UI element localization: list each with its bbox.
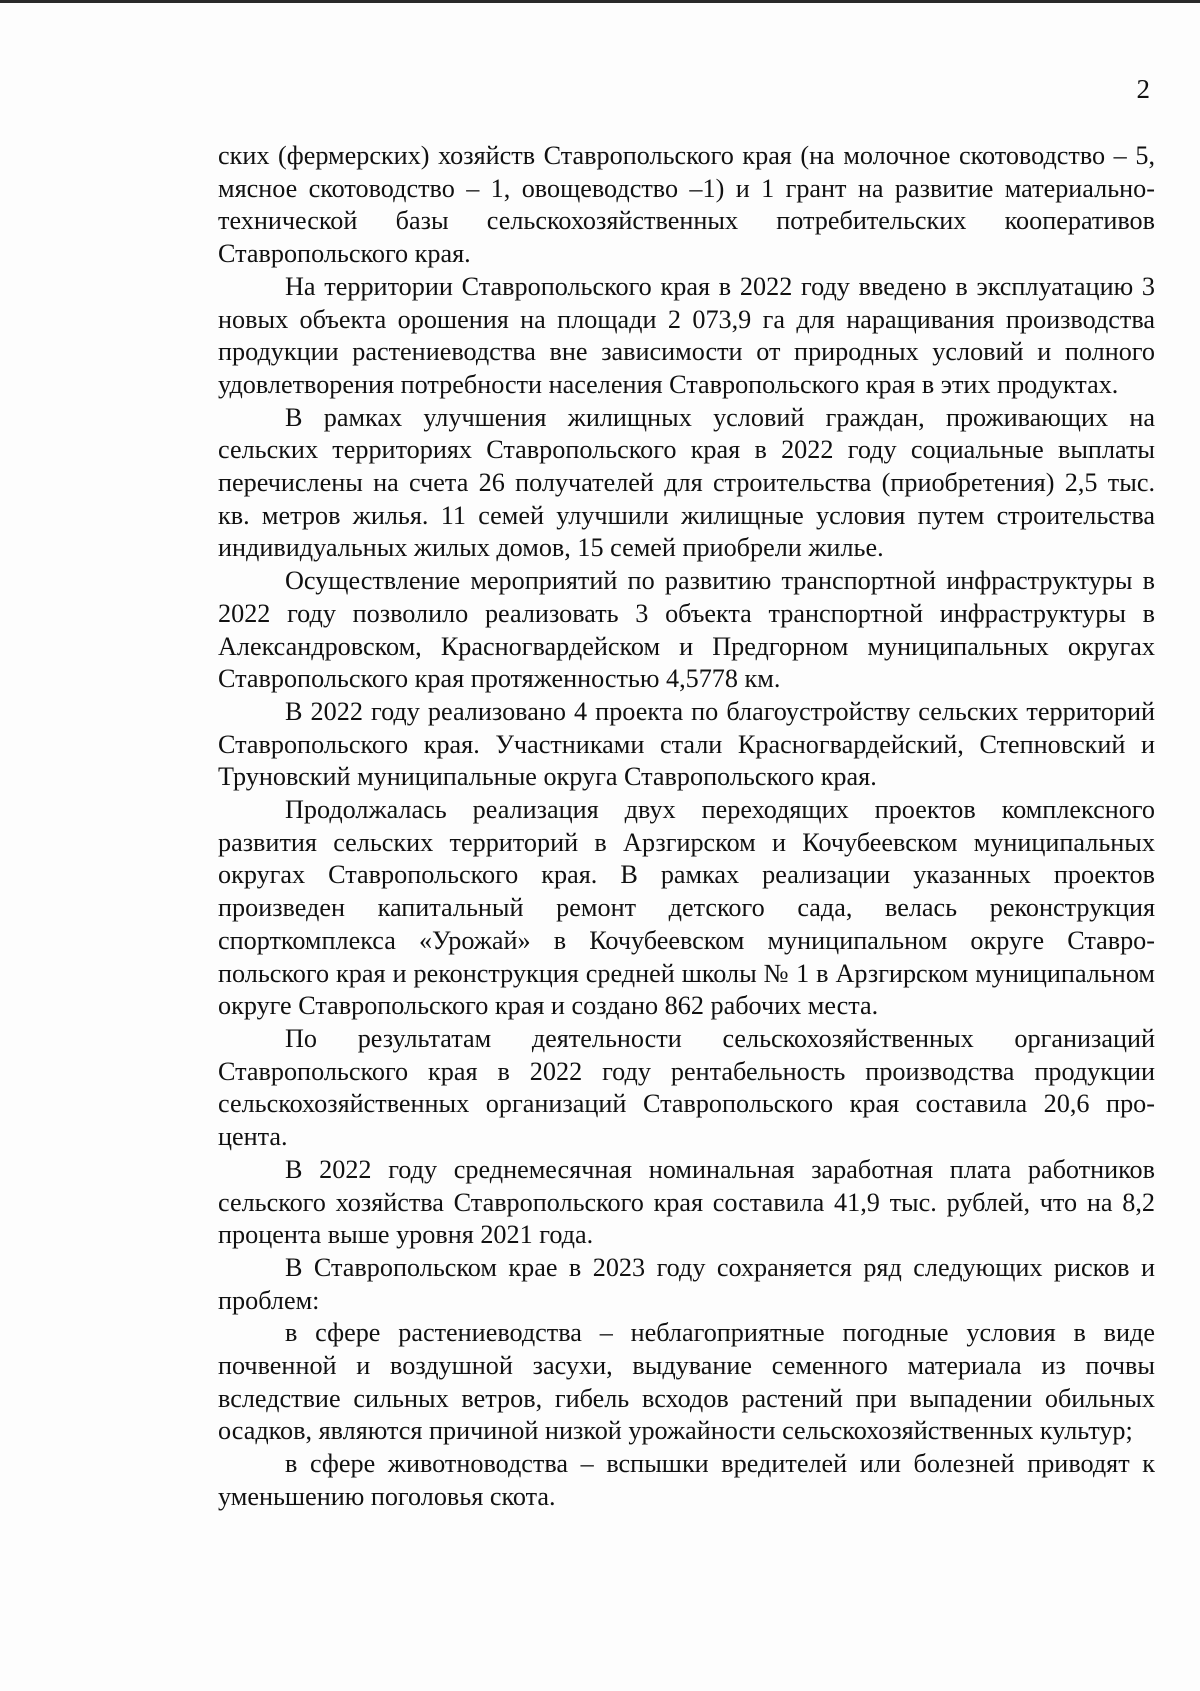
paragraph: В 2022 году среднемесячная номинальная заработная плата работников сельского хозяйства Ставропольского края составила 41,9 тыс. рублей, что на 8,2 процента выше уровня 2021 года. <box>218 1154 1155 1250</box>
body-text <box>218 140 1155 1514</box>
paragraph: ских (фермерских) хозяйств Ставропольского края (на молочное скотоводство – 5, мясное скотоводство – 1, овощеводство –1) и 1 грант на развитие материально-технической базы сельскохозяйственных потребительских кооперативов Ставропольского края. <box>218 141 1155 269</box>
paragraph: По результатам деятельности сельскохозяйственных организаций Ставропольского края в 2022 году рентабельность производства продукции сельскохозяйственных организаций Ставропольского края составила 20,6 процента. <box>218 1023 1155 1152</box>
paragraph: Продолжалась реализация двух переходящих проектов комплексного развития сельских территорий в Арзгирском и Кочубеевском муниципальных округах Ставропольского края. В рамках реализации указанных проектов произведен капитальный ремонт детского сада, велась реконструкция спорткомплекса «Урожай» в Кочубеевском муниципальном округе Ставропольского края и реконструкция средней школы № 1 в Арзгирском муниципальном округе Ставропольского края и создано 862 рабочих места. <box>218 795 1155 1021</box>
paragraph: В рамках улучшения жилищных условий граждан, проживающих на сельских территориях Ставропольского края в 2022 году социальные выплаты перечислены на счета 26 получателей для строительства (приобретения) 2,5 тыс. кв. метров жилья. 11 семей улучшили жилищные условия путем строительства индивидуальных жилых домов, 15 семей приобрели жилье. <box>218 402 1155 563</box>
paragraph: Осуществление мероприятий по развитию транспортной инфраструктуры в 2022 году позволило реализовать 3 объекта транспортной инфраструктуры в Александровском, Красногвардейском и Предгорном муниципальных округах Ставропольского края протяженностью 4,5778 км. <box>218 566 1155 694</box>
paragraph: в сфере животноводства – вспышки вредителей или болезней приводят к уменьшению поголовья скота. <box>218 1449 1155 1511</box>
paragraph: На территории Ставропольского края в 2022 году введено в эксплуатацию 3 новых объекта орошения на площади 2 073,9 га для наращивания производства продукции растениеводства вне зависимости от природных условий и полного удовлетворения потребности населения Ставропольского края в этих продуктах. <box>218 271 1155 399</box>
paragraph: в сфере растениеводства – неблагоприятные погодные условия в виде почвенной и воздушной засухи, выдувание семенного материала из почвы вследствие сильных ветров, гибель всходов растений при выпадении обильных осадков, являются причиной низкой урожайности сельскохозяйственных культур; <box>218 1318 1155 1446</box>
paragraph: В Ставропольском крае в 2023 году сохраняется ряд следующих рисков и проблем: <box>218 1252 1155 1315</box>
paragraph: В 2022 году реализовано 4 проекта по благоустройству сельских территорий Ставропольского края. Участниками стали Красногвардейский, Степновский и Труновский муниципальные округа Ставропольского края. <box>218 696 1155 792</box>
page-number: 2 <box>1136 74 1150 104</box>
scan-edge-line <box>0 0 1200 3</box>
